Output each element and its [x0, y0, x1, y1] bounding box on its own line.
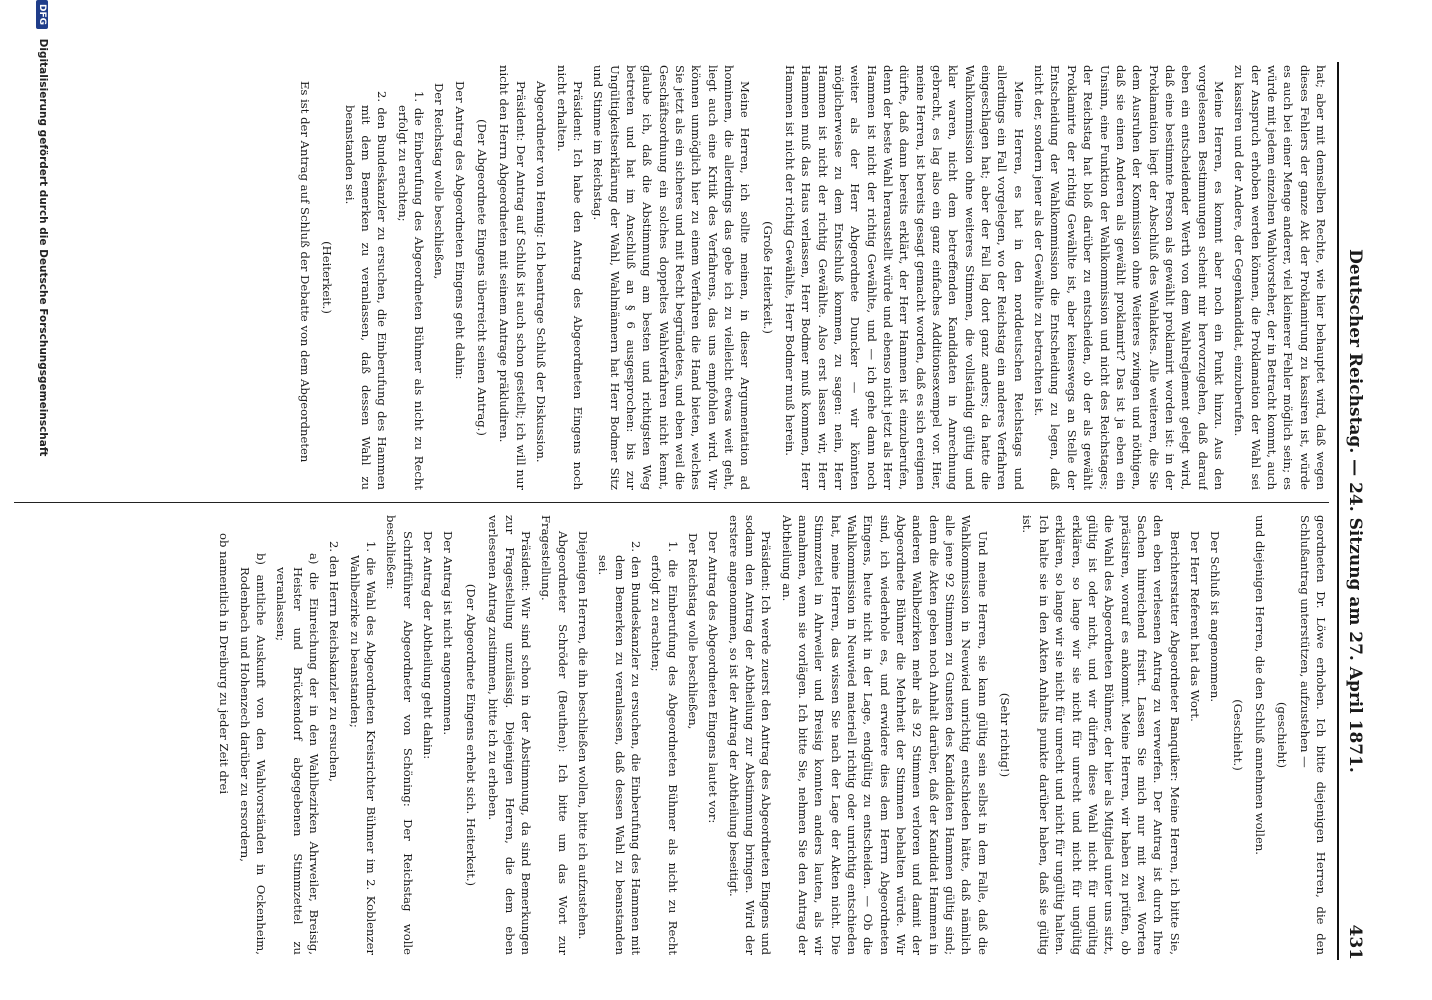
motion-item: 1. die Einberufung des Abgeordneten Bühmer als nicht zu Recht erfolgt zu erachten; — [649, 541, 680, 955]
motion-line: Der Reichstag wolle beschließen, — [685, 533, 700, 730]
paragraph: geordneten Dr. Löwe erhoben. Ich bitte diejenigen Herren, die den Schlußantrag unterstützen, aufzustehen — — [1297, 515, 1328, 955]
paragraph: Es ist der Antrag auf Schluß der Debatte von dem Abgeordneten — [298, 81, 313, 463]
paragraph: Meine Herren, es hat in den norddeutschen Reichstags und allerdings ein Fall vorgelegen, wo der Reichstag ein anderes Verfahren eingeschlagen hat; aber der Fall lag dort ganz anders; da hatte die Wahlkommission ohne weiteres Stimmen, die vollständig gültig und klar waren, nicht dem betreffenden Kandidaten in Anrechnung gebracht, es lag also ein ganz einfaches Additionsexempel vor. Hier, meine Herren, ist bereits gesagt gemacht worden, daß es sich ereignen dürfte, daß dann bereits erklärt, der Herr Hammen ist einzuberufen, denn der beste Wahl herausstellt würde und ebenso nicht jetzt als Herr Hammen ist nicht der richtig Gewählte, und — ich gehe dann noch weiter als der Herr Abgeordnete Duncker — wir könnten möglicherweise zu dem Entschluß kommen, zu sagen: nein, Herr Hammen ist nicht der richtig Gewählte. Also erst lassen wir, Herr Hammen muß das Haus verlassen, Herr Bodmer muß kommen, Herr Hammen ist nicht der richtig Gewählte, Herr Bodmer muß herein. — [783, 65, 1026, 490]
speaker-paragraph: Präsident: Ich habe den Antrag des Abgeordneten Eingens noch nicht erhalten. — [554, 65, 585, 490]
column-divider — [14, 502, 1329, 503]
motion-item: 2. den Bundeskanzler zu ersuchen, die Einberufung des Hammen mit dem Bemerken zu veranlassen, daß dessen Wahl zu beanstanden sei. — [342, 91, 390, 490]
paragraph: und diejenigen Herren, die den Schluß annehmen wollen. — [1252, 515, 1267, 855]
header-title: Deutscher Reichstag. — 24. Sitzung am 27. April 1871. — [1345, 249, 1365, 773]
paragraph: Der Antrag des Abgeordneten Eingens geht dahin: — [452, 81, 467, 380]
motion-line: Der Reichstag wolle beschließen, — [432, 83, 447, 280]
interjection: (Der Abgeordnete Eingens überreicht seinen Antrag.) — [475, 119, 490, 436]
speaker-paragraph: Präsident: Wir sind schon in der Abstimmung, da sind Bemerkungen zur Fragestellung unzulässig. Diejenigen Herren, die dem eben verlesenen Antrag zustimmen, bitte ich zu erheben. — [486, 515, 533, 955]
motion-item: 1. die Wahl des Abgeordneten Kreisrichter Bühmer im 2. Koblenzer Wahlbezirke zu beanstanden; — [347, 541, 379, 955]
digitization-footer — [31, 0, 49, 1000]
page-number: 431 — [1345, 924, 1365, 960]
paragraph: ob namentlich in Dreiburg zu jeder Zeit drei — [217, 533, 232, 795]
paragraph: hat; aber mit demselben Rechte, wie hier behauptet wird, daß wegen dieses Fehlers der ganze Akt der Proklamirung zu kassiren ist, würde es auch bei einer Menge anderer, viel kleinerer Fehler möglich sein; es würde mit jedem einzelnen Wahlvorsteher, der in Betracht kommt, auch der Anspruch erhoben werden können, die Proklamation der Wahl sei zu kassiren und der Andere, der Gegenkandidat, einzuberufen. — [1232, 65, 1328, 490]
interjection: (geschieht) — [1275, 702, 1290, 768]
speaker-paragraph: Präsident: Der Antrag auf Schluß ist auch schon gestellt; ich will nur nicht den Herrn Abgeordneten mit seinem Antrage präkludiren. — [497, 65, 528, 490]
paragraph: Diejenigen Herren, die ihn beschließen wollen, bitte ich aufzustehen. — [575, 531, 590, 940]
text-column-left — [12, 65, 1329, 490]
footer-text: Digitalisierung gefördert durch die Deutsche Forschungsgemeinschaft — [37, 38, 49, 457]
interjection: (Heiterkeit.) — [320, 241, 335, 314]
paragraph: Meine Herren, es kommt aber noch ein Punkt hinzu. Aus den vorgelesenen Bestimmungen scheint mir hervorzugehen, daß darauf eben ein entscheidender Werth von dem Wahlreglement gelegt wird, daß eine bestimmte Person als gewählt proklamirt worden ist: in der Proklamation liegt der Abschluß des Wahlaktes. Alle weiteren, die Sie dem Ausruhen der Kommission ohne Weiteres zwingen und nöthigen, daß sie einen Anderen als gewählt proklamirt? Das ist ja eben ein Unsinn, eine Funktion der Wahlkommission und nicht des Reichstages; der Reichstag hat bloß darüber zu entscheiden, ob der als gewählt Proklamirte der richtig Gewählte ist, aber keineswegs an Stelle der Entscheidung der Wahlkommission die Entscheidung zu legen, daß nicht der, sondern jener als der Gewählte zu betrachten ist. — [1032, 65, 1226, 490]
paragraph: Der Antrag des Abgeordneten Eingens lautet vor: — [706, 531, 721, 824]
paragraph: Der Antrag der Abtheilung geht dahin: — [421, 531, 436, 760]
paragraph: Der Schluß ist angenommen. — [1208, 531, 1223, 703]
motion-subitem: b) amtliche Auskunft von den Wahlvorständen in Ockenheim, Rodenbach und Hohenzech darüber zu ersordern, — [237, 553, 269, 955]
motion-item: 2. den Bundeskanzler zu ersuchen, die Einberufung des Hammen mit dem Bemerken zu veranlassen, daß dessen Wahl zu beanstanden sei. — [596, 541, 643, 955]
paragraph: Meine Herren, ich sollte meinen, in dieser Argumentation ad hominem, die allerdings das gebe ich zu vielleicht etwas weit geht, liegt auch eine Kritik des Verfahrens, das uns empfohlen wird. Wir können unmöglich hier zu einem Verfahren die Hand bieten, welches Sie jetzt als ein sicheres und mit Recht begründetes, und eben weil die Geschäftsordnung ein solches doppeltes Wahlverfahren nicht kennt, glaube ich, daß die Abstimmung am besten und richtigsten Weg betreten und hat im Anschluß an § 6 ausgesprochen: bis zur Ungültigkeitserklärung der Wahl, Wahlmännern hat Herr Bodmer Sitz und Stimme im Reichstag. — [591, 65, 753, 490]
interjection: (Sehr richtig!) — [998, 692, 1013, 778]
speaker-paragraph: Präsident: Ich werde zuerst den Antrag des Abgeordneten Eingens und sodann den Antrag der Abtheilung zur Abstimmung bringen. Wird der erstere angenommen, so ist der Antrag der Abtheilung beseitigt. — [726, 515, 774, 955]
interjection: (Der Abgeordnete Eingens erhebt sich. Heiterkeit.) — [463, 583, 478, 887]
motion-item: 1. die Einberufung des Abgeordneten Bühmer als nicht zu Recht erfolgt zu erachten; — [395, 91, 427, 490]
speaker-paragraph: Schriftführer Abgeordneter von Schöning: Der Reichstag wolle beschließen: — [384, 515, 415, 955]
speaker-paragraph: Abgeordneter von Hennig: Ich beantrage Schluß der Diskussion. — [534, 81, 549, 463]
interjection: (Geschieht.) — [1230, 699, 1245, 771]
running-header — [1337, 62, 1369, 960]
text-column-right — [12, 515, 1329, 955]
paragraph: Und meine Herren, sie kann gültig sein selbst in dem Falle, daß die Wahlkommission in Neuwied unrichtig entschieden hätte, daß nämlich alle jene 92 Stimmen zu Gunsten des Kandidaten Hammen gültig sind; denn die Akten geben noch Anhalt darüber, daß der Kandidat Hammen in anderen Wahlbezirken mehr als 92 Stimmen verloren und damit der Abgeordnete Bühmer die Mehrheit der Stimmen behalten würde. Wir sind, ich wiederhole es, und erwidere dies dem Herrn Abgeordneten Eingens, heute nicht in der Lage, endgültig zu entscheiden. — Ob die Wahlkommission in Neuwied materiell richtig oder unrichtig entschieden hat, meine Herren, das wissen Sie nach der Lage der Akten nicht. Die Stimmzettel in Ahrweiler und Breisig konnten anders lauten, als wir annahmen, wenn sie vorlägen. Ich bitte Sie, nehmen Sie den Antrag der Abtheilung an. — [779, 515, 990, 955]
motion-subitem: a) die Einreichung der in den Wahlbezirken Ahrweiler, Breisig, Heister und Brückendorf abgegebenen Stimmzettel zu veranlassen; — [274, 553, 322, 955]
paragraph: Der Herr Referent hat das Wort. — [1187, 531, 1202, 722]
speaker-paragraph: Berichterstatter Abgeordneter Banquiker: Meine Herren, ich bitte Sie, den eben verlesenen Antrag zu verwerfen. Der Antrag ist durch Ihre Sachen hinreichend frisirt. Lassen Sie mich nur mit zwei Worten präcisiren, worauf es ankommt. Meine Herren, wir haben zu prüfen, ob die Wahl des Abgeordneten Bühmer, der hier als Mitglied unter uns sitzt, gültig ist oder nicht, und wir dürfen diese Wahl nicht für ungültig erklären, so lange wir sie nicht für unrecht und nicht für ungültig erklären, so lange wir sie nicht für unrecht und nicht für ungültig halten. Ich halte sie in den Akten Anhalts punkte darüber haben, daß sie gültig ist. — [1020, 515, 1182, 955]
motion-item: 2. den Herrn Reichskanzler zu ersuchen, — [327, 541, 342, 782]
interjection: (Große Heiterkeit.) — [760, 221, 775, 334]
dfg-logo: DFG — [36, 0, 48, 29]
paragraph: Der Antrag ist nicht angenommen. — [441, 531, 456, 736]
speaker-paragraph: Abgeordneter Schröder (Beuthen): Ich bitte um das Wort zur Fragestellung. — [539, 515, 570, 955]
